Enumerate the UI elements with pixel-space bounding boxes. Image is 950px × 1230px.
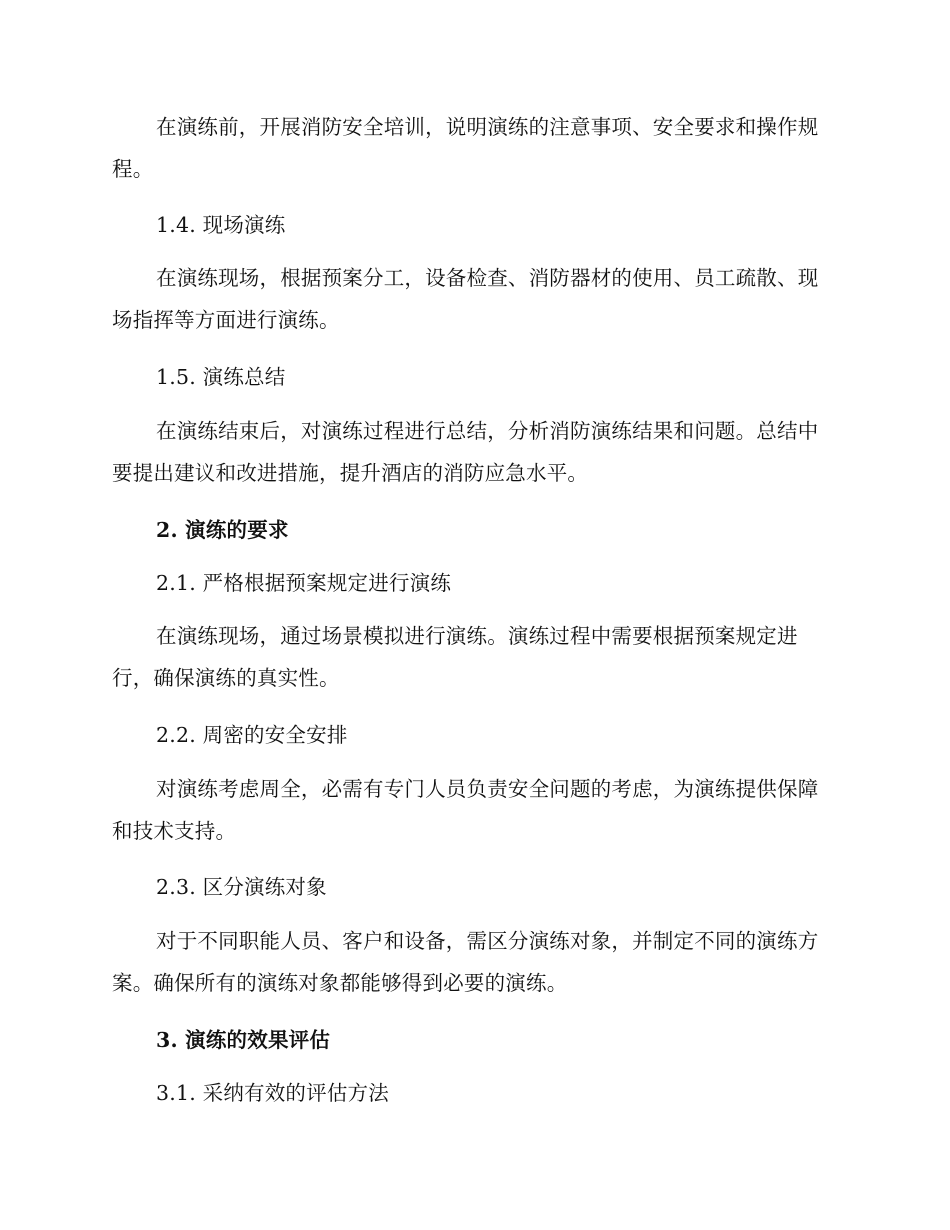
heading-2-1: 2.1. 严格根据预案规定进行演练 bbox=[156, 571, 452, 595]
paragraph-safety-arrangement: 对演练考虑周全，必需有专门人员负责安全问题的考虑，为演练提供保障和技术支持。 bbox=[112, 777, 819, 843]
heading-1-4: 1.4. 现场演练 bbox=[156, 213, 286, 237]
paragraph-strict-plan: 在演练现场，通过场景模拟进行演练。演练过程中需要根据预案规定进行，确保演练的真实性。 bbox=[112, 624, 798, 690]
heading-3-1: 3.1. 采纳有效的评估方法 bbox=[156, 1081, 389, 1105]
paragraph-onsite-drill: 在演练现场，根据预案分工，设备检查、消防器材的使用、员工疏散、现场指挥等方面进行演练。 bbox=[112, 266, 819, 332]
section-heading-3: 3. 演练的效果评估 bbox=[156, 1028, 331, 1052]
section-heading-2: 2. 演练的要求 bbox=[156, 518, 289, 542]
paragraph-drill-targets: 对于不同职能人员、客户和设备，需区分演练对象，并制定不同的演练方案。确保所有的演练对象都能够得到必要的演练。 bbox=[112, 929, 819, 995]
heading-2-3: 2.3. 区分演练对象 bbox=[156, 875, 327, 899]
paragraph-drill-summary: 在演练结束后，对演练过程进行总结，分析消防演练结果和问题。总结中要提出建议和改进措施，提升酒店的消防应急水平。 bbox=[112, 419, 819, 485]
paragraph-training: 在演练前，开展消防安全培训，说明演练的注意事项、安全要求和操作规程。 bbox=[112, 115, 819, 181]
heading-2-2: 2.2. 周密的安全安排 bbox=[156, 723, 348, 747]
heading-1-5: 1.5. 演练总结 bbox=[156, 365, 286, 389]
